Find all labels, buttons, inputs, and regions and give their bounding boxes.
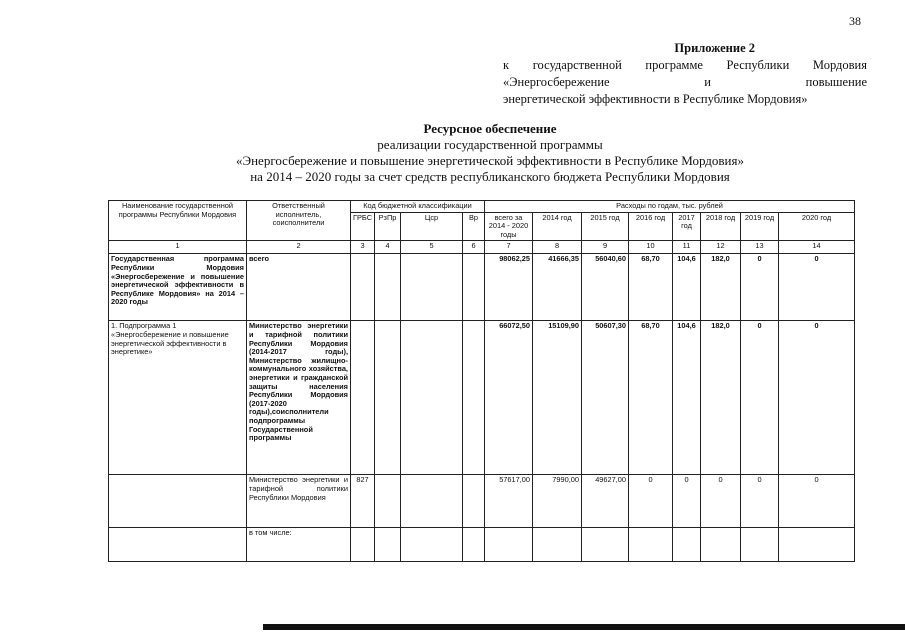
- row-2019: 0: [741, 254, 779, 321]
- header-2019: 2019 год: [741, 212, 779, 241]
- row-vr: [463, 321, 485, 475]
- row-executor: Министерство энергетики и тарифной политики Республики Мордовия (2014-2017 годы), Министерство жилищно-коммунального хозяйства, энергетики и гражданской защиты населения Республики Мордовия (2017-2020 годы),соисполнители подпрограммы Государственной программы: [247, 321, 351, 475]
- table-row: [109, 321, 855, 475]
- header-name: Наименование государственной программы Республики Мордовия: [109, 201, 247, 241]
- row-csr: [401, 321, 463, 475]
- row-2016: 68,70: [629, 321, 673, 475]
- table-row: [109, 254, 855, 321]
- row-rzpr: [375, 321, 401, 475]
- row-grbs: [351, 254, 375, 321]
- scan-edge-bar: [263, 624, 905, 630]
- row-total: 57617,00: [485, 475, 533, 528]
- annex-line-3: энергетической эффективности в Республике Мордовия»: [503, 92, 808, 106]
- row-2014: 7990,00: [533, 475, 582, 528]
- row-grbs: [351, 528, 375, 562]
- col-number: 1: [109, 241, 247, 254]
- header-csr: Цср: [401, 212, 463, 241]
- row-2017: 104,6: [673, 254, 701, 321]
- row-rzpr: [375, 254, 401, 321]
- row-vr: [463, 254, 485, 321]
- resource-table: [108, 200, 855, 562]
- col-number: 5: [401, 241, 463, 254]
- header-total: всего за 2014 - 2020 годы: [485, 212, 533, 241]
- header-2017: 2017 год: [673, 212, 701, 241]
- header-2020: 2020 год: [779, 212, 855, 241]
- row-executor: в том числе:: [247, 528, 351, 562]
- row-2014: 41666,35: [533, 254, 582, 321]
- heading-line-1: реализации государственной программы: [377, 137, 603, 152]
- row-2019: 0: [741, 475, 779, 528]
- row-2016: 0: [629, 475, 673, 528]
- row-2015: 50607,30: [582, 321, 629, 475]
- row-2017: [673, 528, 701, 562]
- table-row: [109, 528, 855, 562]
- table-row: [109, 475, 855, 528]
- row-total: 98062,25: [485, 254, 533, 321]
- row-2015: [582, 528, 629, 562]
- row-2018: [701, 528, 741, 562]
- row-executor: Министерство энергетики и тарифной политики Республики Мордовия: [247, 475, 351, 528]
- row-2018: 182,0: [701, 321, 741, 475]
- row-csr: [401, 528, 463, 562]
- row-2015: 49627,00: [582, 475, 629, 528]
- row-name: [109, 475, 247, 528]
- header-2016: 2016 год: [629, 212, 673, 241]
- header-rzpr: РзПр: [375, 212, 401, 241]
- row-2015: 56040,60: [582, 254, 629, 321]
- col-number: 10: [629, 241, 673, 254]
- col-number: 9: [582, 241, 629, 254]
- row-grbs: 827: [351, 475, 375, 528]
- col-number: 12: [701, 241, 741, 254]
- header-vr: Вр: [463, 212, 485, 241]
- col-number: 13: [741, 241, 779, 254]
- header-grbs: ГРБС: [351, 212, 375, 241]
- row-csr: [401, 254, 463, 321]
- header-budget-code: Код бюджетной классификации: [351, 201, 485, 213]
- header-2015: 2015 год: [582, 212, 629, 241]
- row-2020: 0: [779, 321, 855, 475]
- table-header-row-1: [109, 201, 855, 213]
- row-csr: [401, 475, 463, 528]
- col-number: 11: [673, 241, 701, 254]
- col-number: 14: [779, 241, 855, 254]
- row-2020: [779, 528, 855, 562]
- header-executor: Ответственный исполнитель, соисполнители: [247, 201, 351, 241]
- col-number: 6: [463, 241, 485, 254]
- header-2018: 2018 год: [701, 212, 741, 241]
- row-2014: 15109,90: [533, 321, 582, 475]
- annex-line-2: «Энергосбережение и повышение: [503, 75, 867, 89]
- row-grbs: [351, 321, 375, 475]
- row-total: [485, 528, 533, 562]
- row-vr: [463, 528, 485, 562]
- row-2018: 0: [701, 475, 741, 528]
- heading-title: Ресурсное обеспечение: [423, 121, 557, 136]
- row-2017: 0: [673, 475, 701, 528]
- row-rzpr: [375, 528, 401, 562]
- col-number: 8: [533, 241, 582, 254]
- row-vr: [463, 475, 485, 528]
- col-number: 7: [485, 241, 533, 254]
- annex-line-1: к государственной программе Республики Мордовия: [503, 58, 867, 72]
- header-expenses: Расходы по годам, тыс. рублей: [485, 201, 855, 213]
- header-2014: 2014 год: [533, 212, 582, 241]
- row-name: 1. Подпрограмма 1 «Энергосбережение и повышение энергетической эффективности в энергетике»: [109, 321, 247, 475]
- row-2014: [533, 528, 582, 562]
- row-name: [109, 528, 247, 562]
- row-2019: 0: [741, 321, 779, 475]
- col-number: 2: [247, 241, 351, 254]
- annex-title: Приложение 2: [674, 41, 755, 55]
- col-number: 3: [351, 241, 375, 254]
- row-executor: всего: [247, 254, 351, 321]
- row-2016: 68,70: [629, 254, 673, 321]
- col-number: 4: [375, 241, 401, 254]
- annex-block: [503, 40, 867, 108]
- row-2020: 0: [779, 475, 855, 528]
- row-2019: [741, 528, 779, 562]
- column-number-row: [109, 241, 855, 254]
- row-rzpr: [375, 475, 401, 528]
- row-2017: 104,6: [673, 321, 701, 475]
- row-2016: [629, 528, 673, 562]
- document-heading: [190, 121, 790, 185]
- row-2020: 0: [779, 254, 855, 321]
- row-name: Государственная программа Республики Мордовия «Энергосбережение и повышение энергетической эффективности в Республике Мордовия» на 2014 – 2020 годы: [109, 254, 247, 321]
- heading-line-3: на 2014 – 2020 годы за счет средств республиканского бюджета Республики Мордовия: [250, 169, 730, 184]
- page-number: 38: [849, 14, 861, 28]
- row-2018: 182,0: [701, 254, 741, 321]
- heading-line-2: «Энергосбережение и повышение энергетической эффективности в Республике Мордовия»: [236, 153, 744, 168]
- row-total: 66072,50: [485, 321, 533, 475]
